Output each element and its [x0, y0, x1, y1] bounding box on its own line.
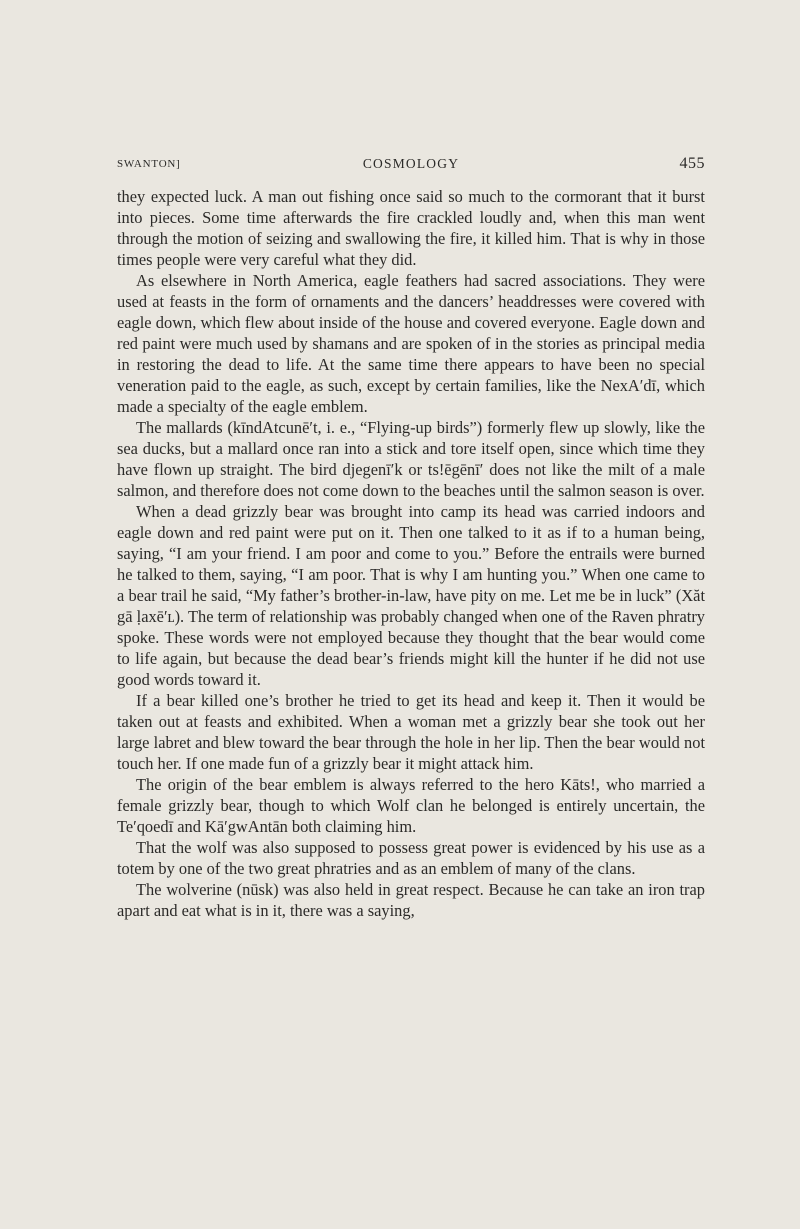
- body-text: [117, 186, 705, 921]
- paragraph: If a bear killed one’s brother he tried to get its head and keep it. Then it would be taken out at feasts and exhibited. When a woman met a grizzly bear she took out her large labret and blew toward the bear through the hole in her lip. Then the bear would not touch her. If one made fun of a grizzly bear it might attack him.: [117, 691, 705, 773]
- paragraph: When a dead grizzly bear was brought into camp its head was carried indoors and eagle down and red paint were put on it. Then one talked to it as if to a human being, saying, “I am your friend. I am poor and come to you.” Before the entrails were burned he talked to them, saying, “I am poor. That is why I am hunting you.” When one came to a bear trail he said, “My father’s brother-in-law, have pity on me. Let me be in luck” (Xăt gā ḷaxē′ʟ). The term of relationship was probably changed when one of the Raven phratry spoke. These words were not employed because they thought that the bear would come to life again, but because the dead bear’s friends might kill the hunter if he did not use good words toward it.: [117, 502, 705, 689]
- paragraph: That the wolf was also supposed to possess great power is evidenced by his use as a totem by one of the two great phratries and as an emblem of many of the clans.: [117, 838, 705, 878]
- header-author: SWANTON]: [117, 158, 181, 170]
- paragraph: they expected luck. A man out fishing once said so much to the cormorant that it burst into pieces. Some time afterwards the fire crackled loudly and, when this man went through the motion of seizing and swallowing the fire, it killed him. That is why in those times people were very careful what they did.: [117, 187, 705, 269]
- header-title: COSMOLOGY: [362, 156, 460, 171]
- page-number: 455: [679, 155, 705, 172]
- paragraph: As elsewhere in North America, eagle feathers had sacred associations. They were used at feasts in the form of ornaments and the dancers’ headdresses were covered with eagle down, which flew about inside of the house and covered everyone. Eagle down and red paint were much used by shamans and are spoken of in the stories as principal media in restoring the dead to life. At the same time there appears to have been no special veneration paid to the eagle, as such, except by certain families, like the NexA′dī, which made a specialty of the eagle emblem.: [117, 271, 705, 416]
- paragraph: The origin of the bear emblem is always referred to the hero Kāts!, who married a female grizzly bear, though to which Wolf clan he belonged is entirely uncertain, the Te′qoedī and Kā′gwAntān both claiming him.: [117, 775, 705, 836]
- paragraph: The mallards (kīndAtcunē′t, i. e., “Flying-up birds”) formerly flew up slowly, like the sea ducks, but a mallard once ran into a stick and tore itself open, since which time they have flown up straight. The bird djegenī′k or ts!ēgēnī′ does not like the milt of a male salmon, and therefore does not come down to the beaches until the salmon season is over.: [117, 418, 705, 500]
- paragraph: The wolverine (nūsk) was also held in great respect. Because he can take an iron trap apart and eat what is in it, there was a saying,: [117, 880, 705, 920]
